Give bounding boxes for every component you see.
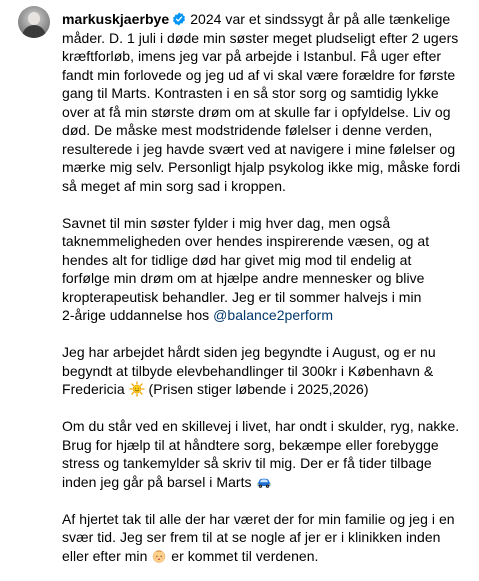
caption-line-text: er kommet til verdenen. bbox=[167, 547, 319, 564]
caption-line: kræftforløb, imens jeg var på arbejde i Istanbul. Få uger efter bbox=[62, 48, 442, 64]
caption-line: Af hjertet tak til alle der har været der for min familie og jeg i en bbox=[62, 510, 455, 527]
caption-line: gang til Marts. Kontrasten i en så stor sorg og samtidig lykke bbox=[62, 85, 439, 101]
avatar-head bbox=[28, 12, 40, 25]
car-emoji-icon bbox=[256, 474, 272, 490]
caption-line: begyndt at tilbyde elevbehandlinger til 300kr i København & bbox=[62, 362, 434, 379]
avatar-shoulders bbox=[22, 25, 46, 38]
caption-line-text: eller efter min bbox=[62, 547, 152, 564]
caption-line-text: Fredericia bbox=[62, 381, 129, 397]
caption-line-text: 2-årige uddannelse hos bbox=[62, 307, 214, 323]
caption-line-text: (Prisen stiger løbende i 2025,2026) bbox=[144, 381, 369, 397]
caption-line-with-mention bbox=[62, 306, 467, 325]
caption-line: Jeg har arbejdet hårdt siden jeg begyndte i August, og er nu bbox=[62, 344, 436, 360]
caption-line: svær tid. Jeg ser frem til at se nogle af jer er i klinikken inden bbox=[62, 529, 441, 545]
caption-first-line-text: 2024 var et sindssygt år på alle tænkelige bbox=[190, 11, 451, 27]
verified-badge-icon bbox=[172, 12, 186, 26]
caption-line: Brug for hjælp til at håndtere sorg, bekæmpe eller forebygge bbox=[62, 436, 439, 453]
paragraph-gap bbox=[62, 491, 467, 510]
mention-link[interactable]: @balance2perform bbox=[213, 307, 334, 323]
caption-line: så meget af min sorg sad i kroppen. bbox=[62, 177, 286, 194]
caption-line-text: inden jeg går på barsel i Marts bbox=[62, 473, 256, 490]
caption-line: hendes alt for tidlige død har givet mig mod til endelig at bbox=[62, 251, 412, 268]
caption-first-line bbox=[62, 10, 467, 29]
caption-line: stress og tankemylder så skriv til mig. Der er få tider tilbage bbox=[62, 455, 432, 471]
caption-line: over at få min største drøm om at skulle far i opfyldelse. Liv og bbox=[62, 103, 451, 120]
caption-line: resulterede i jeg havde svært ved at navigere i mine følelser og bbox=[62, 140, 456, 157]
baby-emoji-icon bbox=[151, 548, 167, 564]
avatar[interactable] bbox=[18, 6, 50, 38]
caption-line-with-emoji bbox=[62, 473, 467, 492]
caption-line: taknemmeligheden over hendes inspirerende væsen, og at bbox=[62, 233, 430, 249]
caption-line: fandt min forlovede og jeg ud af vi skal være forældre for første bbox=[62, 66, 456, 83]
paragraph-gap bbox=[62, 399, 467, 418]
caption-line: død. De måske mest modstridende følelser i denne verden, bbox=[62, 122, 433, 138]
caption-text bbox=[62, 10, 467, 565]
caption-line: forfølge min drøm om at hjælpe andre mennesker og blive bbox=[62, 270, 425, 286]
caption-line: kropterapeutisk behandler. Jeg er til sommer halvejs i min bbox=[62, 288, 422, 305]
username-link[interactable]: markuskjaerbye bbox=[62, 11, 170, 27]
paragraph-gap bbox=[62, 325, 467, 344]
caption-line-with-emoji bbox=[62, 547, 467, 566]
sun-emoji-icon bbox=[129, 381, 145, 397]
caption-line: Om du står ved en skillevej i livet, har ondt i skulder, ryg, nakke. bbox=[62, 418, 460, 434]
caption-line-with-emoji bbox=[62, 380, 467, 399]
caption-line: Savnet til min søster fylder i mig hver dag, men også bbox=[62, 214, 391, 231]
caption-line: måder. D. 1 juli i døde min søster meget pludseligt efter 2 ugers bbox=[62, 29, 459, 46]
caption-line: mærke mig selv. Personligt hjalp psykolog ikke mig, måske fordi bbox=[62, 159, 461, 175]
paragraph-gap bbox=[62, 195, 467, 214]
